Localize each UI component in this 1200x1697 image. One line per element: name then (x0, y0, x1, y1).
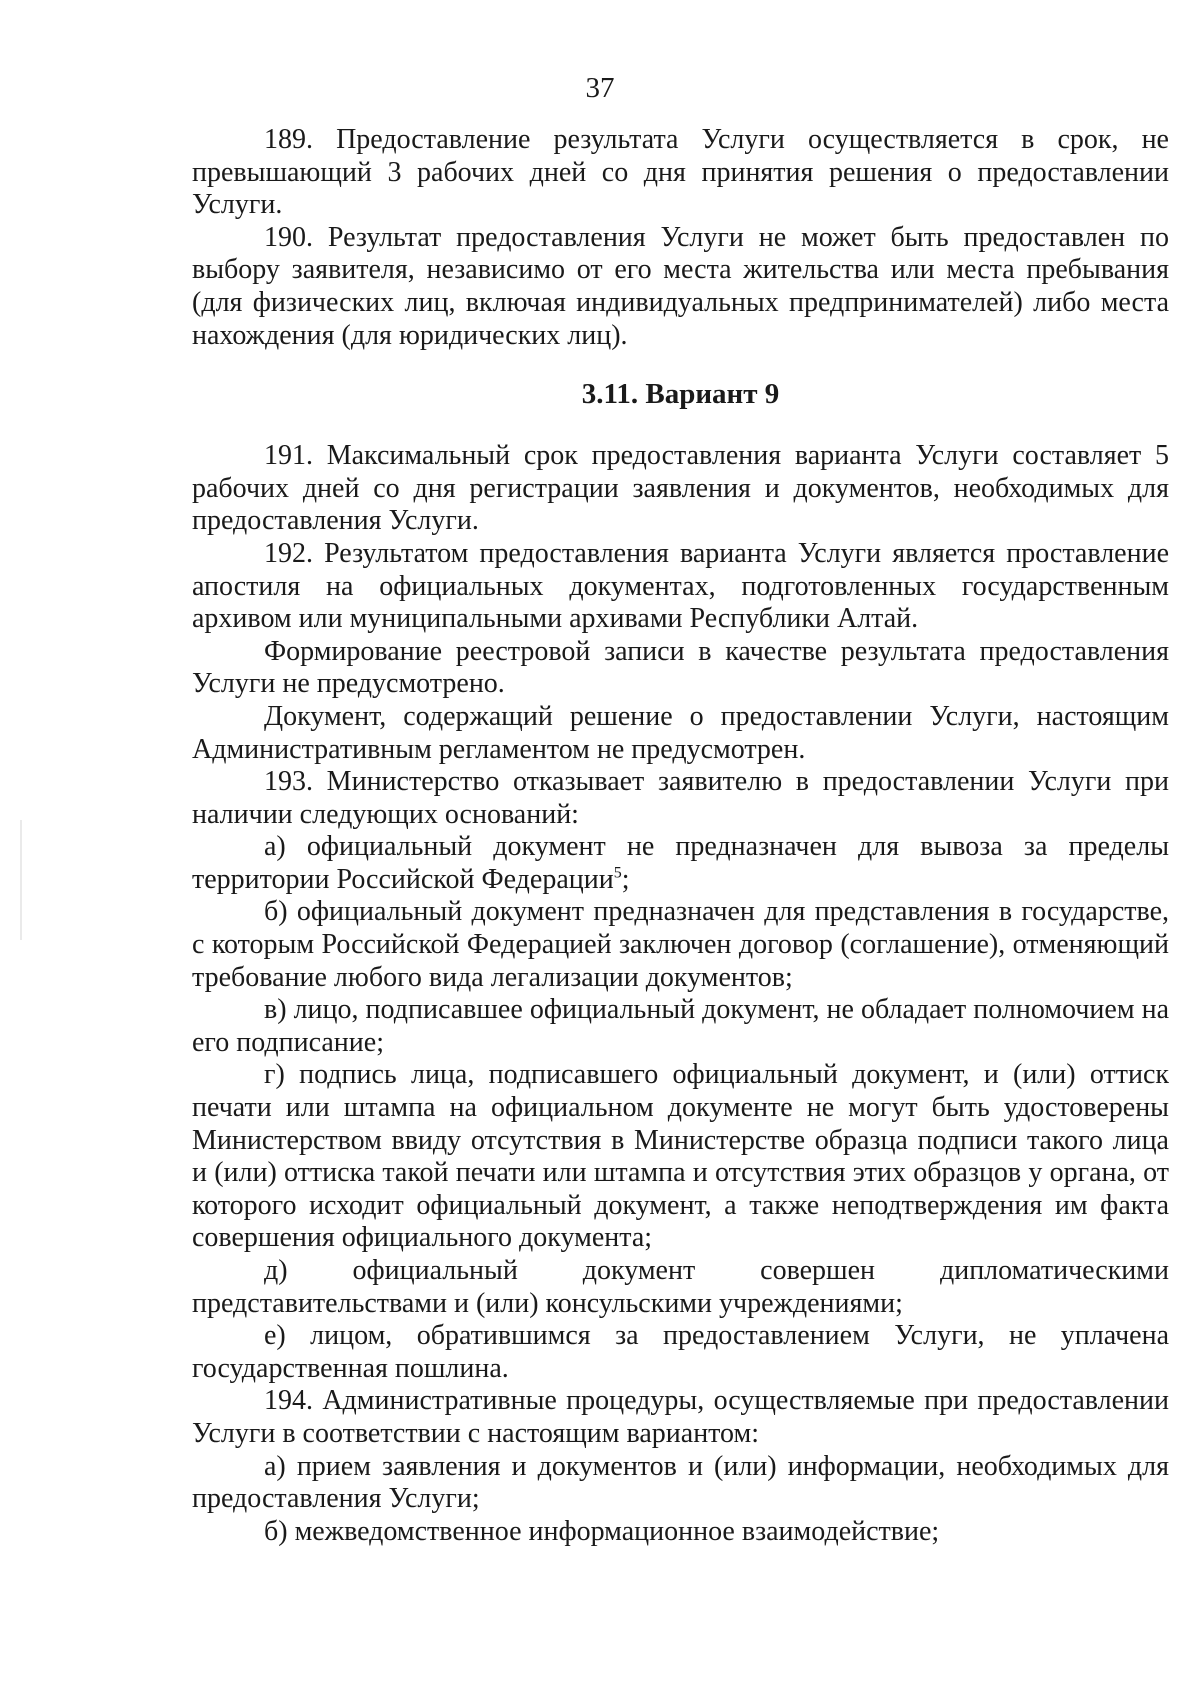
page-number: 37 (585, 72, 615, 104)
section-heading: 3.11. Вариант 9 (581, 378, 780, 411)
list-item-b: б) официальный документ предназначен для представления в государстве, с которым Российской Федерацией заключен договор (соглашение), отменяющий требование любого вида легализации документов; (192, 896, 1169, 993)
paragraph-190: 190. Результат предоставления Услуги не может быть предоставлен по выбору заявителя, независимо от его места жительства или места пребывания (для физических лиц, включая индивидуальных предпринимателей) либо места нахождения (для юридических лиц). (192, 221, 1169, 351)
procedure-item-b: б) межведомственное информационное взаимодействие; (264, 1515, 940, 1547)
paragraph-decision-document: Документ, содержащий решение о предоставлении Услуги, настоящим Административным регламентом не предусмотрен. (192, 700, 1169, 765)
list-item-e: е) лицом, обратившимся за предоставлением Услуги, не уплачена государственная пошлина. (192, 1320, 1169, 1384)
procedure-item-a: а) прием заявления и документов и (или) информации, необходимых для предоставления Услуги; (192, 1450, 1169, 1515)
list-item-d: д) официальный документ совершен дипломатическими представительствами и (или) консульскими учреждениями; (192, 1255, 1169, 1319)
list-item-a-text: а) официальный документ не предназначен для вывоза за пределы территории Российской Федерации (192, 831, 1169, 895)
list-item-a-tail: ; (621, 863, 630, 895)
list-item-v: в) лицо, подписавшее официальный документ, не обладает полномочием на его подписание; (192, 994, 1169, 1058)
list-item-a (192, 831, 1169, 896)
paragraph-189: 189. Предоставление результата Услуги осуществляется в срок, не превышающий 3 рабочих дней со дня принятия решения о предоставлении Услуги. (192, 124, 1169, 221)
paragraph-193: 193. Министерство отказывает заявителю в предоставлении Услуги при наличии следующих оснований: (192, 766, 1169, 830)
paragraph-192: 192. Результатом предоставления варианта Услуги является проставление апостиля на официальных документах, подготовленных государственным архивом или муниципальными архивами Республики Алтай. (192, 537, 1169, 635)
paragraph-194: 194. Административные процедуры, осуществляемые при предоставлении Услуги в соответствии с настоящим вариантом: (192, 1385, 1169, 1449)
footnote-reference: 5 (613, 864, 622, 882)
document-body (192, 124, 1169, 1548)
scan-artifact (20, 820, 22, 940)
list-item-g: г) подпись лица, подписавшего официальный документ, и (или) оттиск печати или штампа на официальном документе не могут быть удостоверены Министерством ввиду отсутствия в Министерстве образца подписи такого лица и (или) оттиска такой печати или штампа и отсутствия этих образцов у органа, от которого исходит официальный документ, а также неподтверждения им факта совершения официального документа; (192, 1059, 1169, 1254)
paragraph-191: 191. Максимальный срок предоставления варианта Услуги составляет 5 рабочих дней со дня регистрации заявления и документов, необходимых для предоставления Услуги. (192, 440, 1169, 537)
paragraph-registry-record: Формирование реестровой записи в качестве результата предоставления Услуги не предусмотрено. (192, 635, 1169, 700)
